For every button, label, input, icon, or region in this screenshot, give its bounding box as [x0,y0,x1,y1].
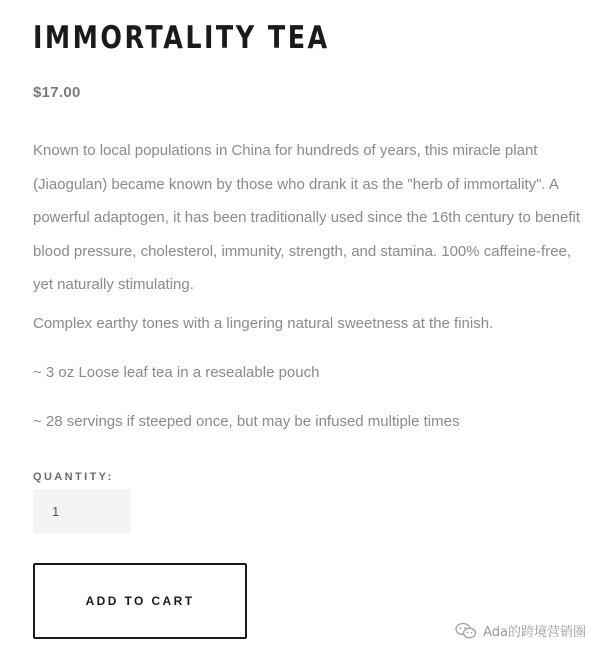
add-to-cart-button[interactable]: ADD TO CART [33,563,247,639]
product-price: $17.00 [33,84,81,101]
watermark-text: Ada的跨境营销圈 [483,625,586,640]
quantity-label: QUANTITY: [33,471,114,483]
detail-servings: ~ 28 servings if steeped once, but may be infused multiple times [33,413,460,430]
tasting-notes: Complex earthy tones with a lingering natural sweetness at the finish. [33,315,494,332]
watermark [455,621,586,640]
quantity-input[interactable] [33,489,131,533]
product-title: IMMORTALITY TEA [33,20,330,56]
wechat-icon [455,622,477,640]
product-description: Known to local populations in China for hundreds of years, this miracle plant (Jiaogulan) became known by those who drank it as the "herb of immortality". A powerful adaptogen, it has been traditionally used since the 16th century to benefit blood pressure, cholesterol, immunity, strength, and stamina. 100% caffeine-free, yet naturally stimulating. [33,142,581,293]
detail-size: ~ 3 oz Loose leaf tea in a resealable pouch [33,364,320,381]
